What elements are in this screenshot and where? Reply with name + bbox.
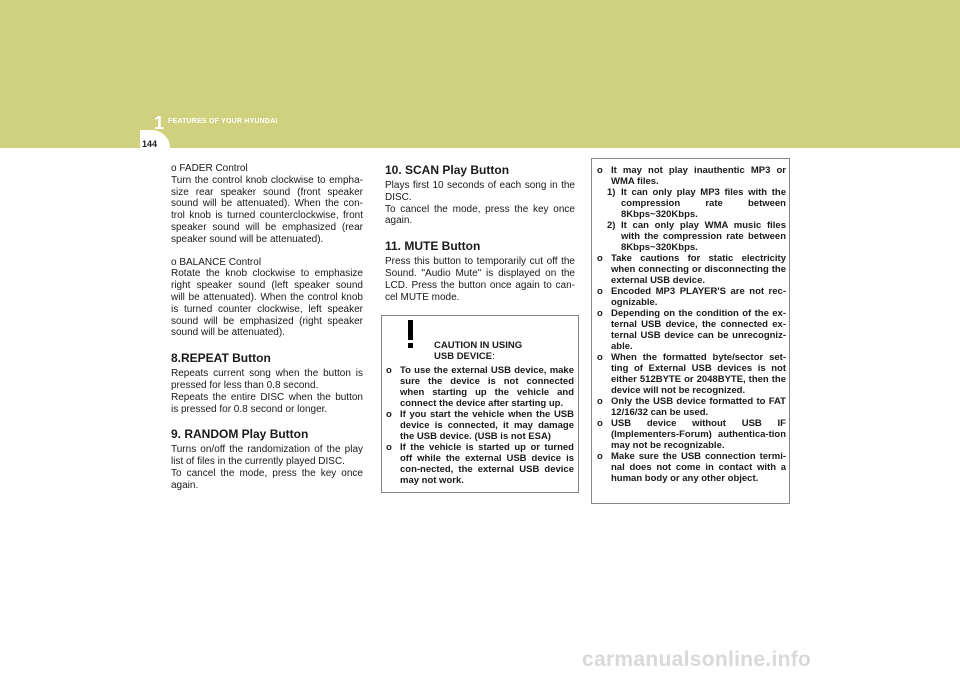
caution-list (386, 365, 574, 486)
warning-exclamation-icon (390, 317, 430, 351)
caution-title-line-2: USB DEVICE (434, 351, 493, 362)
fader-text: Turn the control knob clockwise to empha-size rear speaker sound (front speaker sound will be attenuated). When the con-trol knob is turned counterclockwise, front speaker sound will be emphasized (rear speaker sound will be attenuated). (171, 174, 363, 245)
mute-text: Press this button to temporarily cut off the Sound. "Audio Mute" is displayed on the LCD. Press the button once again to can-cel MUTE mode. (385, 256, 575, 303)
balance-title: o BALANCE Control (171, 256, 262, 268)
usb-note-item: o It may not play inauthentic MP3 or WMA files. (597, 165, 786, 187)
scan-text-2: To cancel the mode, press the key once again. (385, 203, 575, 227)
mute-heading: 11. MUTE Button (385, 239, 481, 254)
caution-item: o If you start the vehicle when the USB device is connected, it may damage the USB device. (USB is not ESA) (386, 409, 574, 442)
random-heading: 9. RANDOM Play Button (171, 427, 309, 442)
usb-note-item: o Encoded MP3 PLAYER'S are not rec-ognizable. (597, 286, 786, 308)
caution-item: o To use the external USB device, make sure the device is not connected when starting up the vehicle and connect the device after starting up. (386, 365, 574, 409)
caution-title (434, 340, 574, 362)
page-number: 144 (142, 139, 158, 149)
left-column (171, 163, 363, 492)
usb-note-item: o Only the USB device formatted to FAT 12/16/32 can be used. (597, 396, 786, 418)
caution-title-line-1: CAUTION IN USING (434, 340, 523, 351)
usb-note-subitem: 2) It can only play WMA music files with the compression rate between 8Kbps~320Kbps. (607, 220, 786, 253)
random-text-1: Turns on/off the randomization of the play list of files in the currently played DISC. (171, 444, 363, 468)
usb-note-item: o When the formatted byte/sector set-ting of External USB devices is not either 512BYTE or 2048BYTE, then the device will not be recognized. (597, 352, 786, 396)
repeat-text-2: Repeats the entire DISC when the button is pressed for 0.8 second or longer. (171, 391, 363, 415)
usb-note-item: o USB device without USB IF (Implementers-Forum) authentica-tion may not be recognizable. (597, 418, 786, 451)
scan-heading: 10. SCAN Play Button (385, 163, 510, 177)
usb-note-item: o Depending on the condition of the ex-ternal USB device, the connected ex-ternal USB device can be unrecogniz-able. (597, 308, 786, 352)
usb-note-subitem: 1) It can only play MP3 files with the compression rate between 8Kbps~320Kbps. (607, 187, 786, 220)
balance-text: Rotate the knob clockwise to emphasize right speaker sound (left speaker sound will be attenuated). When the control knob is turned counter clockwise, left speaker sound will be emphasized (right speaker sound will be attenuated). (171, 268, 363, 339)
repeat-heading: 8.REPEAT Button (171, 351, 271, 366)
chapter-title: FEATURES OF YOUR HYUNDAI (168, 118, 278, 125)
scan-text-1: Plays first 10 seconds of each song in the DISC. (385, 180, 575, 203)
fader-title: o FADER Control (171, 163, 248, 174)
caution-title-colon: : (492, 351, 495, 362)
random-text-2: To cancel the mode, press the key once again. (171, 467, 363, 491)
caution-item: o If the vehicle is started up or turned off while the external USB device is con-nected, the external USB device may not work. (386, 442, 574, 486)
middle-column (385, 163, 575, 303)
usb-notes-list (597, 165, 786, 484)
usb-note-item: o Make sure the USB connection termi-nal does not come in contact with a human body or any other object. (597, 451, 786, 484)
repeat-text-1: Repeats current song when the button is pressed for less than 0.8 second. (171, 368, 363, 391)
watermark: carmanualsonline.info (582, 648, 812, 671)
header-band (0, 0, 960, 148)
usb-note-item: o Take cautions for static electricity when connecting or disconnecting the external USB device. (597, 253, 786, 286)
chapter-number: 1 (154, 113, 165, 133)
